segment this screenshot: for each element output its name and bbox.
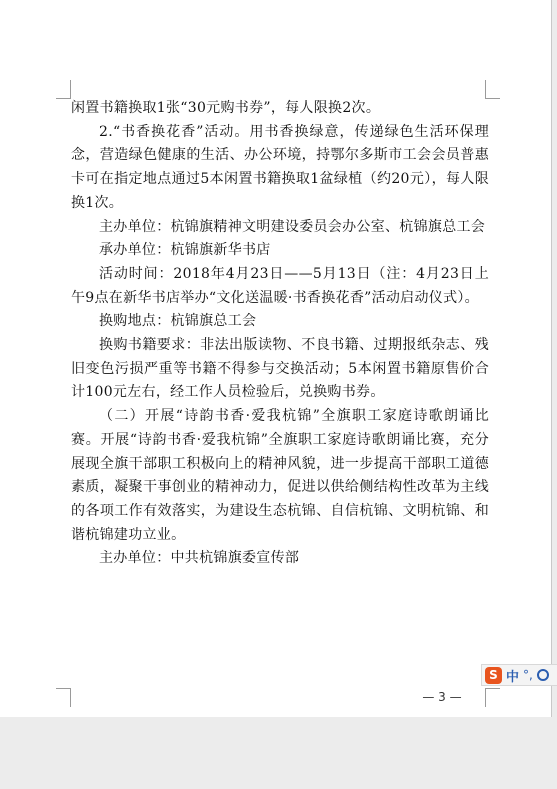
paragraph-book-requirements: 换购书籍要求：非法出版读物、不良书籍、过期报纸杂志、残旧变色污损严重等书籍不得参与交换活动；5本闲置书籍原售价合计100元左右，经工作人员检验后，兑换购书券。 [71,337,489,401]
paragraph-exchange-location: 换购地点：杭锦旗总工会 [99,313,257,330]
ime-punctuation-toggle[interactable]: °, [523,668,533,682]
crop-mark-top-left [56,80,71,99]
sogou-logo-icon[interactable]: S [485,667,502,684]
page-number: — 3 — [422,690,462,704]
paragraph-activity-time: 活动时间：2018年4月23日——5月13日（注：4月23日上午9点在新华书店举办“文化送温暖·书香换花香”活动启动仪式）。 [71,265,489,306]
paragraph-organizer: 主办单位：杭锦旗精神文明建设委员会办公室、杭锦旗总工会 [99,218,486,235]
paragraph-contest-organizer: 主办单位：中共杭锦旗委宣传部 [99,550,300,567]
paragraph-poetry-contest: （二）开展“诗韵书香·爱我杭锦”全旗职工家庭诗歌朗诵比赛。开展“诗韵书香·爱我杭锦”全旗职工家庭诗歌朗诵比赛，充分展现全旗干部职工积极向上的精神风貌，进一步提高干部职工道德素质，凝聚干事创业的精神动力，促进以供给侧结构性改革为主线的各项工作有效落实，为建设生态杭锦、自信杭锦、文明杭锦、和谐杭锦建功立业。 [71,408,489,543]
document-canvas-background [0,717,557,789]
crop-mark-bottom-left [56,688,71,707]
ime-language-toggle[interactable]: 中 [506,669,520,685]
paragraph-co-organizer: 承办单位：杭锦旗新华书店 [99,242,271,259]
document-body[interactable] [71,97,489,571]
paragraph-book-for-flower: 2.“书香换花香”活动。用书香换绿意，传递绿色生活环保理念，营造绿色健康的生活、办公环境，持鄂尔多斯市工会会员普惠卡可在指定地点通过5本闲置书籍换取1盆绿植（约20元），每人限换1次。 [71,123,489,211]
paragraph-voucher-rule: 闲置书籍换取1张“30元购书券”，每人限换2次。 [71,100,381,116]
crop-mark-bottom-right [485,688,500,707]
ime-toolbar[interactable] [481,664,557,686]
ime-emoji-icon[interactable] [537,669,549,681]
